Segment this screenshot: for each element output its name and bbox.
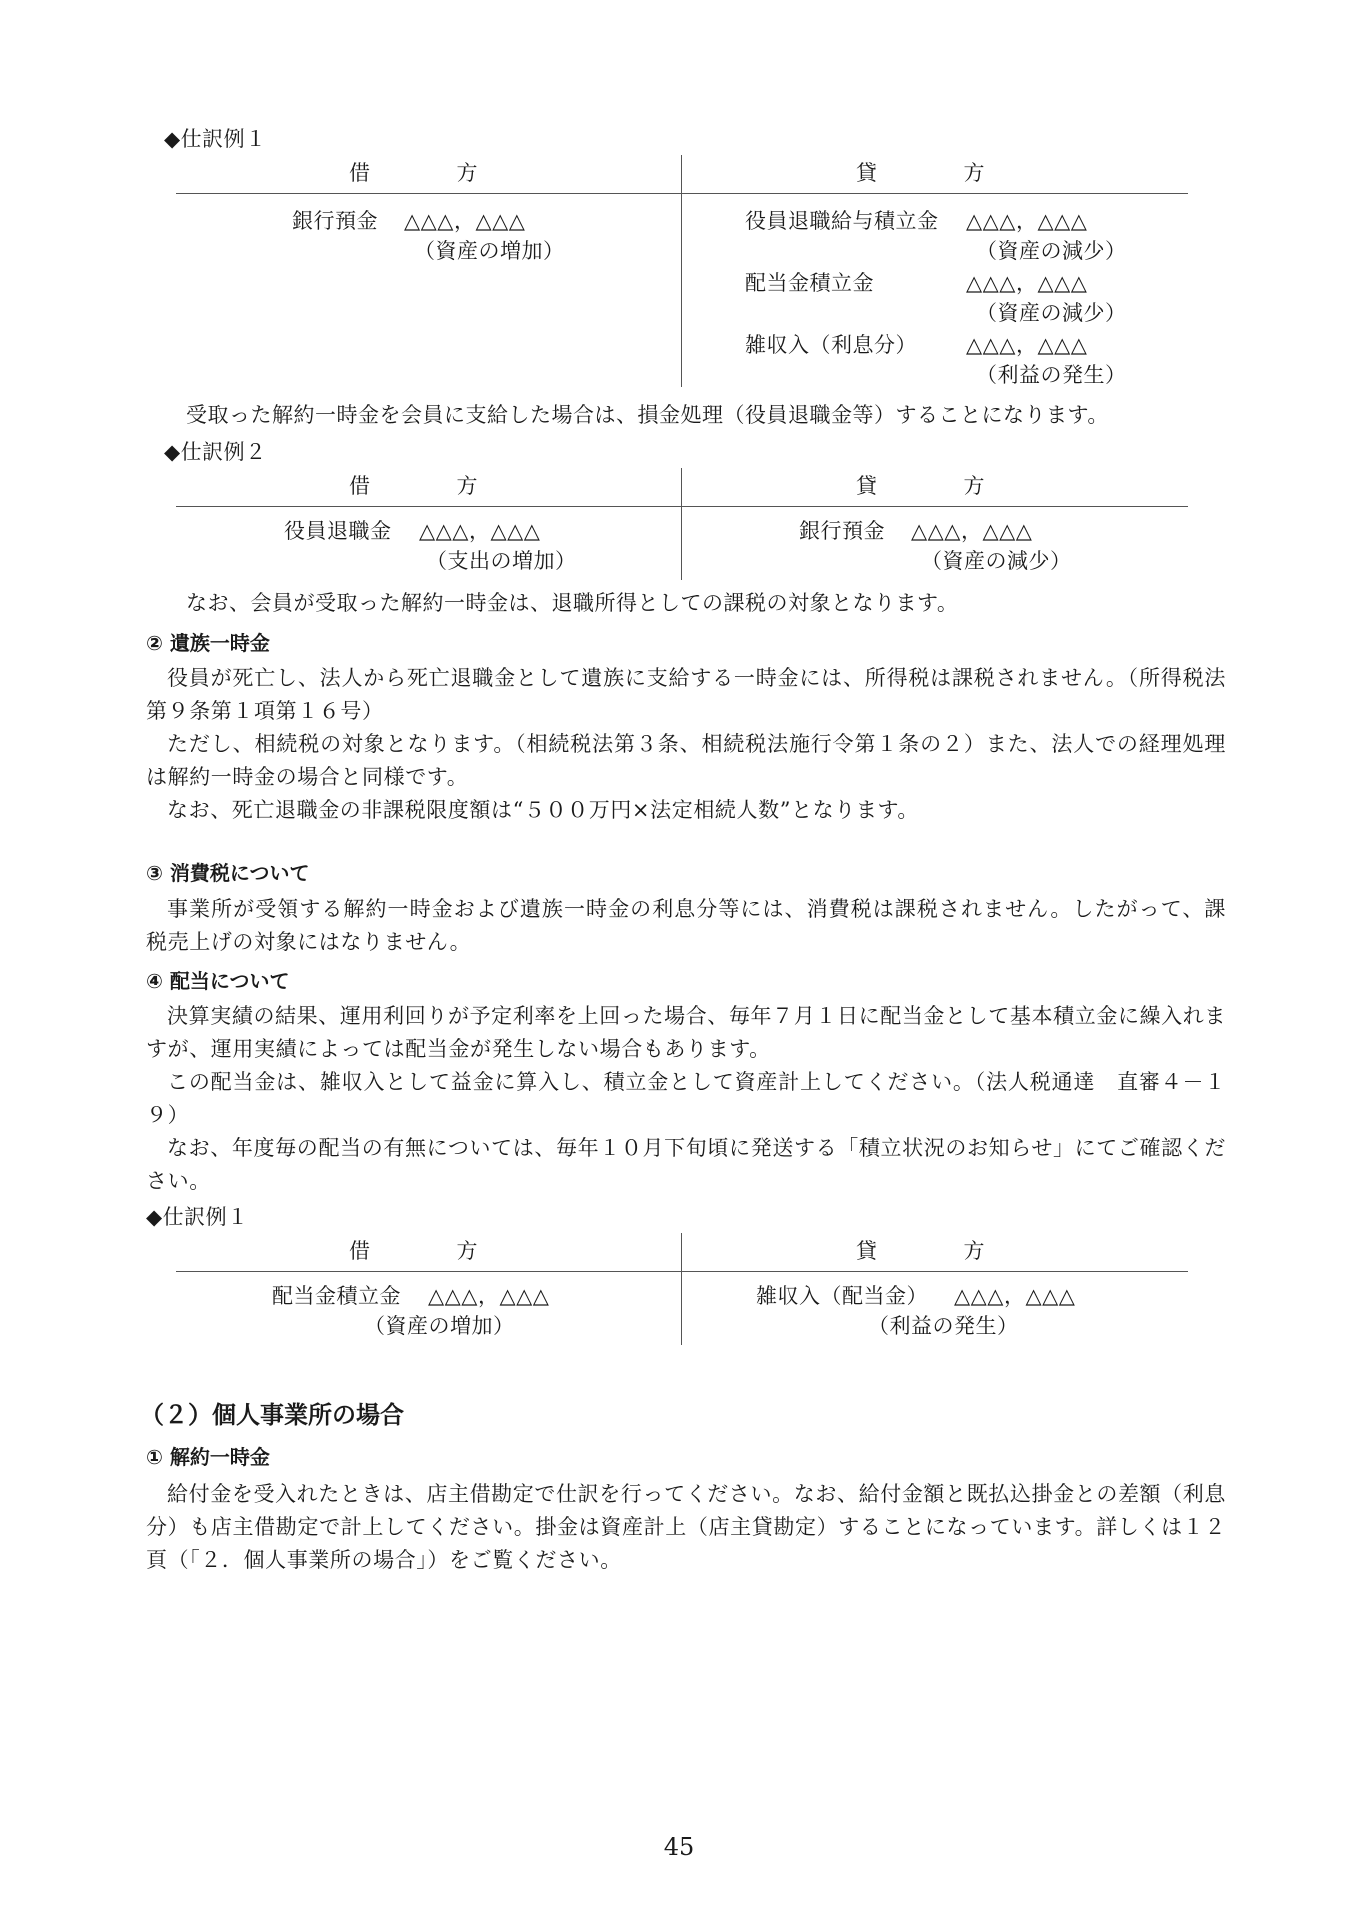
section-heading: ③ 消費税について: [146, 861, 310, 885]
credit-note: （資産の減少）: [921, 549, 1072, 573]
credit-account: 役員退職給与積立金: [745, 209, 939, 233]
paragraph: 受取った解約一時金を会員に支給した場合は、損金処理（役員退職金等）することになります。: [186, 403, 1109, 427]
header-rule: [176, 193, 1188, 194]
paragraph: なお、年度毎の配当の有無については、毎年１０月下旬頃に発送する「積立状況のお知らせ」にてご確認ください。: [146, 1136, 1226, 1193]
credit-note: （資産の減少）: [976, 301, 1127, 325]
debit-amount: △△△，△△△: [419, 519, 541, 543]
part-heading: （２）個人事業所の場合: [140, 1401, 404, 1429]
paragraph: 事業所が受領する解約一時金および遺族一時金の利息分等には、消費税は課税されません。したがって、課税売上げの対象にはなりません。: [146, 897, 1226, 954]
paragraph: ただし、相続税の対象となります。（相続税法第３条、相続税法施行令第１条の２）また、法人での経理処理は解約一時金の場合と同様です。: [146, 732, 1226, 789]
section-heading: ④ 配当について: [146, 969, 290, 993]
header-rule: [176, 1271, 1188, 1272]
debit-header: 借 方: [349, 1239, 478, 1263]
section-heading: ① 解約一時金: [146, 1445, 270, 1469]
paragraph: 給付金を受入れたときは、店主借勘定で仕訳を行ってください。なお、給付金額と既払込掛金との差額（利息分）も店主借勘定で計上してください。掛金は資産計上（店主貸勘定）することになっています。詳しくは１２頁（「２．個人事業所の場合」）をご覧ください。: [146, 1482, 1226, 1572]
section-body: [146, 662, 1226, 827]
journal-table: [176, 468, 1188, 580]
credit-amount: △△△，△△△: [911, 519, 1033, 543]
credit-amount: △△△，△△△: [954, 1284, 1076, 1308]
credit-account: 雑収入（利息分）: [745, 333, 917, 357]
credit-amount: △△△，△△△: [966, 209, 1088, 233]
credit-header: 貸 方: [856, 161, 985, 185]
journal-example-heading: ◆仕訳例１: [164, 127, 267, 151]
credit-amount: △△△，△△△: [966, 333, 1088, 357]
debit-note: （支出の増加）: [426, 549, 577, 573]
debit-account: 銀行預金: [292, 209, 378, 233]
debit-note: （資産の増加）: [364, 1314, 515, 1338]
credit-account: 銀行預金: [799, 519, 885, 543]
column-divider: [681, 155, 682, 387]
debit-note: （資産の増加）: [414, 239, 565, 263]
paragraph: なお、会員が受取った解約一時金は、退職所得としての課税の対象となります。: [186, 591, 959, 615]
debit-account: 役員退職金: [284, 519, 392, 543]
paragraph: なお、死亡退職金の非課税限度額は“５００万円×法定相続人数”となります。: [167, 798, 919, 822]
page-number: 45: [663, 1833, 695, 1861]
paragraph: 役員が死亡し、法人から死亡退職金として遺族に支給する一時金には、所得税は課税されません。（所得税法第９条第１項第１６号）: [146, 666, 1226, 723]
section-body: [146, 1478, 1226, 1577]
journal-table: [176, 1233, 1188, 1345]
credit-account: 配当金積立金: [745, 271, 874, 295]
debit-amount: △△△，△△△: [428, 1284, 550, 1308]
credit-header: 貸 方: [856, 474, 985, 498]
section-body: [146, 893, 1226, 959]
journal-example-heading: ◆仕訳例２: [164, 440, 267, 464]
credit-amount: △△△，△△△: [966, 271, 1088, 295]
debit-header: 借 方: [349, 161, 478, 185]
paragraph: この配当金は、雑収入として益金に算入し、積立金として資産計上してください。（法人税通達 直審４－１９）: [146, 1070, 1226, 1127]
debit-account: 配当金積立金: [272, 1284, 401, 1308]
journal-example-heading: ◆仕訳例１: [146, 1205, 249, 1229]
journal-table: [176, 155, 1188, 395]
debit-header: 借 方: [349, 474, 478, 498]
credit-note: （資産の減少）: [976, 239, 1127, 263]
paragraph: 決算実績の結果、運用利回りが予定利率を上回った場合、毎年７月１日に配当金として基本積立金に繰入れますが、運用実績によっては配当金が発生しない場合もあります。: [146, 1004, 1226, 1061]
debit-amount: △△△，△△△: [404, 209, 526, 233]
section-body: [146, 1000, 1226, 1198]
credit-note: （利益の発生）: [868, 1314, 1019, 1338]
column-divider: [681, 1233, 682, 1345]
credit-note: （利益の発生）: [976, 363, 1127, 387]
credit-account: 雑収入（配当金）: [756, 1284, 928, 1308]
credit-header: 貸 方: [856, 1239, 985, 1263]
section-heading: ② 遺族一時金: [146, 631, 270, 655]
column-divider: [681, 468, 682, 580]
header-rule: [176, 506, 1188, 507]
